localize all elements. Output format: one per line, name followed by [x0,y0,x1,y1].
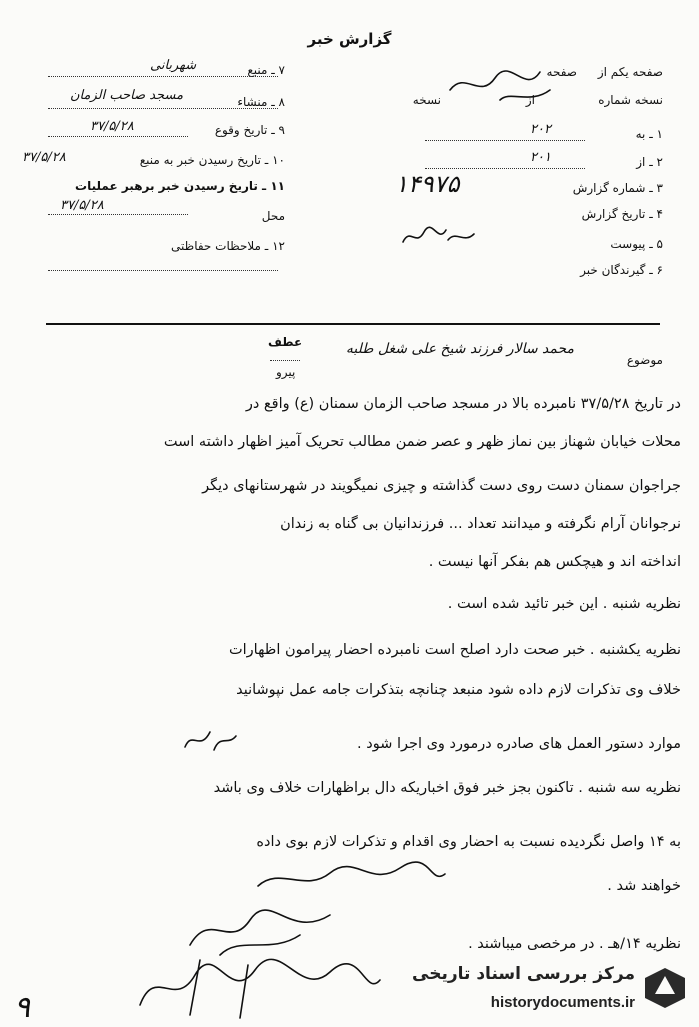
body-line: خلاف وی تذکرات لازم داده شود منبعد چنانچه بتذکرات جامه عمل نپوشانید [236,682,681,698]
field-from-line [425,168,585,169]
subject-annotation-divider [270,360,300,361]
field-date-received-ops-label: ۱۱ ـ تاریخ رسیدن خبر برهبر عملیات [75,179,285,193]
field-date-received-source-label: ۱۰ ـ تاریخ رسیدن خبر به منبع [139,153,285,167]
field-date-received-source-value: ۳۷/۵/۲۸ [22,150,66,165]
subject-label: موضوع [626,353,663,367]
field-source-line [48,76,278,77]
handwritten-signature-1 [250,858,450,898]
body-line: موارد دستور العمل های صادره درمورد وی اجرا شود . [357,736,681,752]
field-origin-line [48,108,278,109]
body-line: نظریه ۱۴/هـ . در مرخصی میباشند . [468,936,681,952]
handwritten-numeral: ۹ [14,990,31,1025]
field-from-value: ۲۰۱ [530,150,551,165]
field-attachment-label: ۵ ـ پیوست [610,237,663,251]
field-to-line [425,140,585,141]
field-security-notes-label: ۱۲ ـ ملاحظات حفاظتی [171,239,285,253]
handwritten-mark-body [180,722,240,758]
field-to-value: ۲۰۲ [530,122,551,137]
handwritten-scribble-top [440,60,560,110]
field-from-label: ۲ ـ از [636,155,663,169]
body-line: نظریه شنبه . این خبر تائید شده است . [447,596,681,612]
field-copy-suffix: نسخه [412,93,441,107]
field-copy-mid: از [525,93,535,107]
body-line: نظریه سه شنبه . تاکنون بجز خبر فوق اخباریکه دال براظهارات خلاف وی باشد [213,780,681,796]
field-report-date-label: ۴ ـ تاریخ گزارش [581,207,663,221]
field-report-number-label: ۳ ـ شماره گزارش [572,181,663,195]
body-line: نظریه یکشنبه . خبر صحت دارد اصلح است نامبرده احضار پیرامون اظهارات [229,642,681,658]
subject-annotation-top: عطف [268,335,303,349]
body-line: انداخته اند و هیچکس هم بفکر آنها نیست . [428,554,681,570]
watermark [408,958,693,1020]
field-date-received-ops-value: ۳۷/۵/۲۸ [60,198,104,213]
watermark-logo-icon [641,964,689,1012]
field-report-number-value: ۱۴۹۷۵ [395,170,460,198]
handwritten-report-date [398,222,478,252]
field-recipients-label: ۶ ـ گیرندگان خبر [580,263,663,277]
handwritten-signature-3 [130,950,390,1020]
field-date-occurred-label: ۹ ـ تاریخ وقوع [214,123,285,137]
field-origin-label: ۸ ـ منشاء [237,95,285,109]
subject-text: محمد سالار فرزند شیخ علی شغل طلبه [345,341,574,357]
body-line: محلات خیابان شهناز بین نماز ظهر و عصر ضمن مطالب تحریک آمیز اظهار داشته است [163,434,681,450]
field-to-label: ۱ ـ به [635,127,663,141]
field-date-received-ops-line [48,214,188,215]
header-divider [46,323,660,325]
subject-annotation-bottom: پیرو [276,365,296,379]
field-origin-value: مسجد صاحب الزمان [70,88,184,103]
field-date-occurred-line [48,136,188,137]
body-line: خواهند شد . [607,878,681,894]
body-line: به ۱۴ واصل نگردیده نسبت به احضار وی اقدام و تذکرات لازم بوی داده [256,834,681,850]
body-line: نرجوانان آرام نگرفته و میدانند تعداد ... فرزندانیان بی گناه به زندان [280,516,681,532]
document-title: گزارش خبر [307,30,392,48]
field-copy-label: نسخه شماره [598,93,663,107]
field-page-mid: صفحه [546,65,577,79]
field-location-label: محل [261,209,285,223]
body-line: در تاریخ ۳۷/۵/۲۸ نامبرده بالا در مسجد صاحب الزمان سمنان (ع) واقع در [245,396,681,412]
field-page-label: صفحه یکم از [597,65,663,79]
watermark-url: historydocuments.ir [490,994,635,1011]
field-source-label: ۷ ـ منبع [247,63,285,77]
field-date-occurred-value: ۳۷/۵/۲۸ [90,119,134,134]
field-source-value: شهربانی [150,58,197,73]
field-security-notes-line [48,270,278,271]
body-line: جراجوان سمنان دست روی دست گذاشته و چیزی نمیگویند در شهرستانهای دیگر [202,478,681,494]
watermark-title: مرکز بررسی اسناد تاریخی [412,964,635,984]
